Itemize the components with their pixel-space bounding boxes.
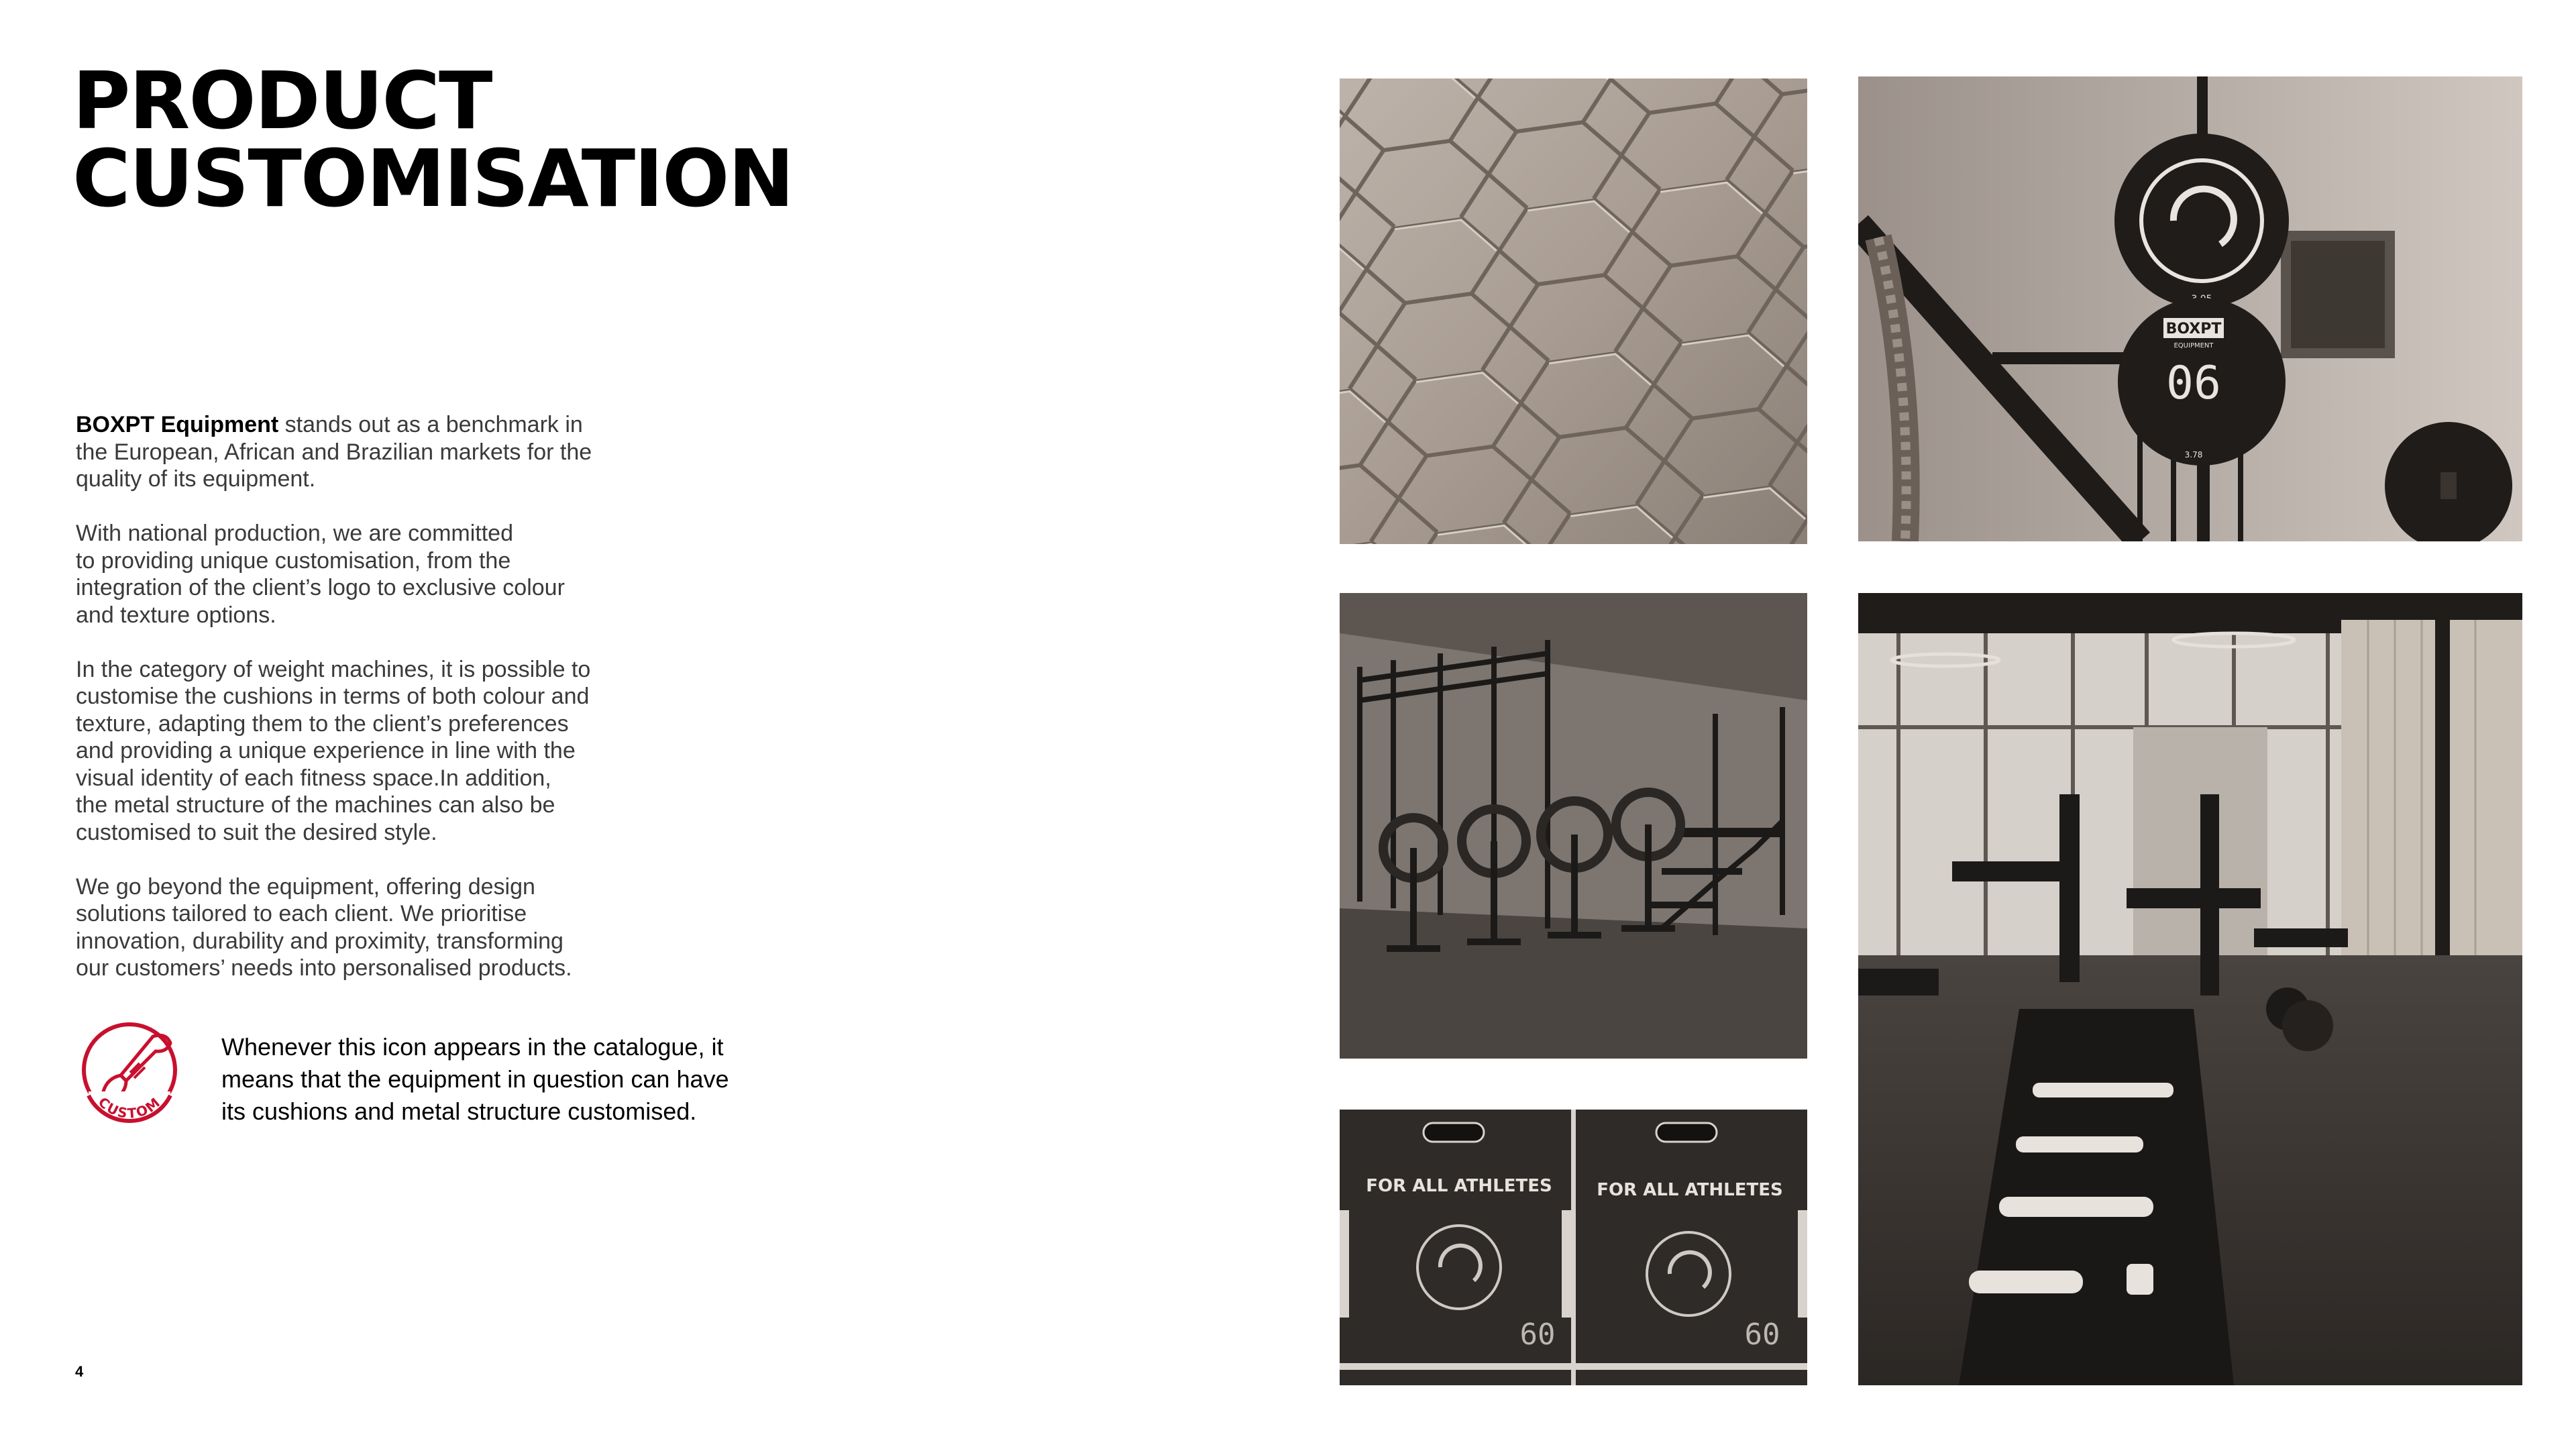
intro-paragraph-3: In the category of weight machines, it is possible to customise the cushions in terms of both colour and texture, adapting them to the client’s preferences and providing a unique experience in line with the visual identity of each fitness space.In addition, the metal structure of the machines can also be customised to suit the desired style. [76,656,591,845]
custom-brush-icon [72,1016,186,1130]
intro-paragraph-1 [76,411,666,493]
custom-icon-label: CUSTOM [95,1093,164,1122]
plate-brand: BOXPT [2165,321,2222,337]
custom-icon-note: Whenever this icon appears in the catalogue, it means that the equipment in question can have its cushions and metal structure customised. [221,1033,729,1125]
gym-interior-photo [1858,593,2522,1385]
page-number: 4 [75,1363,84,1380]
intro-paragraph-4: We go beyond the equipment, offering design solutions tailored to each client. We prioritise innovation, durability and proximity, transforming our customers’ needs into personalised products. [76,873,572,981]
intro-text [76,411,666,1009]
brand-name: BOXPT Equipment [76,412,279,437]
intro-paragraph-1-text: stands out as a benchmark in the European, African and Brazilian markets for the quality of its equipment. [76,412,592,492]
box-height-left: 60 [1519,1318,1556,1352]
page-title-line-1: PRODUCT [72,54,492,147]
air-bikes-photo [1340,593,1807,1059]
intro-paragraph-2: With national production, we are committed to providing unique customisation, from the integration of the client’s logo to exclusive colour and texture options. [76,521,565,628]
plate-weight-bottom: 3.78 [2184,450,2203,460]
box-slogan-left: FOR ALL ATHLETES [1366,1176,1552,1196]
page-title [72,54,794,225]
box-height-right: 60 [1744,1318,1780,1352]
plate-subbrand: EQUIPMENT [2174,342,2214,350]
hexagon-cushion-photo [1340,78,1807,544]
page-title-line-2: CUSTOMISATION [72,132,794,225]
plyo-boxes-photo [1340,1110,1807,1385]
boxpt-plate-photo [1858,76,2522,541]
box-slogan-right: FOR ALL ATHLETES [1597,1180,1783,1200]
plate-number: 06 [2166,357,2221,410]
